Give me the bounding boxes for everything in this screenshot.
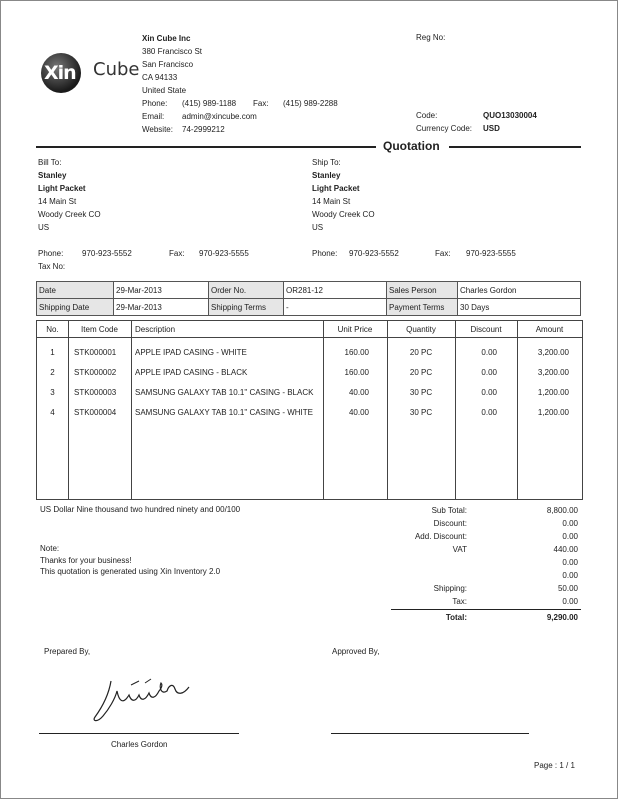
note-line-2: This quotation is generated using Xin Inventory 2.0: [40, 567, 221, 576]
page-number: Page : 1 / 1: [534, 761, 575, 770]
order-no-value: OR281-12: [284, 282, 387, 299]
header-description: Description: [135, 325, 176, 334]
ship-to-company: Light Packet: [312, 184, 360, 193]
document-title: Quotation: [383, 139, 440, 153]
signature-image: [89, 661, 199, 727]
add-discount-value: 0.00: [562, 532, 578, 541]
approved-signature-line: [331, 733, 529, 734]
row-item-code: STK000001: [74, 348, 117, 357]
row-no: 4: [50, 408, 55, 417]
header-unit-price: Unit Price: [337, 325, 373, 334]
amount-in-words: US Dollar Nine thousand two hundred ninety and 00/100: [40, 505, 241, 514]
row-discount: 0.00: [481, 388, 497, 397]
row-unit-price: 160.00: [344, 348, 369, 357]
ship-to-line-3: US: [312, 223, 324, 232]
ship-phone: 970-923-5552: [349, 249, 399, 258]
row-amount: 1,200.00: [537, 388, 569, 397]
title-rule-left: [36, 146, 376, 148]
prepared-signature-line: [39, 733, 239, 734]
total-value: 9,290.00: [546, 613, 578, 622]
extra-charge-1: 0.00: [562, 558, 578, 567]
add-discount-label: Add. Discount:: [414, 532, 467, 541]
row-description: SAMSUNG GALAXY TAB 10.1" CASING - BLACK: [135, 388, 314, 397]
header-no: No.: [46, 325, 59, 334]
header-quantity: Quantity: [406, 325, 436, 334]
bill-to-line-1: 14 Main St: [38, 197, 77, 206]
sales-person-value: Charles Gordon: [458, 282, 581, 299]
bill-to-name: Stanley: [38, 171, 67, 180]
row-item-code: STK000004: [74, 408, 117, 417]
table-row: [37, 368, 582, 380]
company-address-1: 380 Francisco St: [142, 47, 203, 56]
row-discount: 0.00: [481, 368, 497, 377]
header-amount: Amount: [535, 325, 564, 334]
company-website: 74-2999212: [182, 125, 225, 134]
date-value: 29-Mar-2013: [114, 282, 209, 299]
ship-to-line-2: Woody Creek CO: [312, 210, 375, 219]
tax-label: Tax:: [452, 597, 467, 606]
header-item-code: Item Code: [81, 325, 118, 334]
extra-charge-2: 0.00: [562, 571, 578, 580]
company-email: admin@xincube.com: [182, 112, 257, 121]
subtotal-value: 8,800.00: [546, 506, 578, 515]
total-label: Total:: [445, 613, 467, 622]
code-label: Code:: [416, 111, 438, 120]
table-row: [37, 388, 582, 400]
shipping-terms-value: -: [284, 299, 387, 316]
company-phone: (415) 989-1188: [182, 99, 237, 108]
bill-fax-label: Fax:: [169, 249, 185, 258]
bill-phone-label: Phone:: [38, 249, 64, 258]
row-item-code: STK000002: [74, 368, 117, 377]
row-quantity: 20 PC: [409, 368, 433, 377]
shipping-date-value: 29-Mar-2013: [114, 299, 209, 316]
ship-to-line-1: 14 Main St: [312, 197, 351, 206]
company-logo: [41, 53, 81, 93]
currency-label: Currency Code:: [416, 124, 473, 133]
order-no-label: Order No.: [209, 282, 284, 299]
discount-label: Discount:: [433, 519, 467, 528]
row-no: 2: [50, 368, 55, 377]
reg-no-label: Reg No:: [416, 33, 446, 42]
company-address-3: CA 94133: [142, 73, 178, 82]
logo-word: Cube: [93, 59, 140, 80]
row-unit-price: 40.00: [348, 388, 369, 397]
note-label: Note:: [40, 544, 60, 553]
tax-value: 0.00: [562, 597, 578, 606]
header-discount: Discount: [470, 325, 502, 334]
note-line-1: Thanks for your business!: [40, 556, 132, 565]
bill-fax: 970-923-5555: [199, 249, 249, 258]
company-address-4: United State: [142, 86, 187, 95]
row-amount: 1,200.00: [537, 408, 569, 417]
shipping-label: Shipping:: [433, 584, 467, 593]
company-fax-label: Fax:: [253, 99, 269, 108]
discount-value: 0.00: [562, 519, 578, 528]
ship-to-name: Stanley: [312, 171, 341, 180]
header-divider: [37, 337, 582, 338]
date-label: Date: [37, 282, 114, 299]
company-phone-label: Phone:: [142, 99, 168, 108]
code-value: QUO13030004: [483, 111, 537, 120]
company-name: Xin Cube Inc: [142, 34, 191, 43]
table-row: [37, 348, 582, 360]
ship-fax: 970-923-5555: [466, 249, 516, 258]
table-row: [37, 408, 582, 420]
row-unit-price: 40.00: [348, 408, 369, 417]
company-website-label: Website:: [142, 125, 173, 134]
subtotal-label: Sub Total:: [431, 506, 467, 515]
shipping-value: 50.00: [557, 584, 578, 593]
company-address-2: San Francisco: [142, 60, 194, 69]
row-description: APPLE IPAD CASING - WHITE: [135, 348, 247, 357]
row-description: SAMSUNG GALAXY TAB 10.1" CASING - WHITE: [135, 408, 313, 417]
bill-to-label: Bill To:: [38, 158, 62, 167]
items-table: [36, 320, 583, 500]
row-no: 1: [50, 348, 55, 357]
ship-to-label: Ship To:: [312, 158, 341, 167]
row-item-code: STK000003: [74, 388, 117, 397]
currency-value: USD: [483, 124, 500, 133]
payment-terms-label: Payment Terms: [387, 299, 458, 316]
approved-by-label: Approved By,: [332, 647, 380, 656]
bill-phone: 970-923-5552: [82, 249, 132, 258]
row-unit-price: 160.00: [344, 368, 369, 377]
company-fax: (415) 989-2288: [283, 99, 338, 108]
tax-no-label: Tax No:: [38, 262, 66, 271]
bill-to-line-3: US: [38, 223, 50, 232]
shipping-terms-label: Shipping Terms: [209, 299, 284, 316]
row-discount: 0.00: [481, 348, 497, 357]
sales-person-label: Sales Person: [387, 282, 458, 299]
row-description: APPLE IPAD CASING - BLACK: [135, 368, 248, 377]
row-amount: 3,200.00: [537, 348, 569, 357]
ship-phone-label: Phone:: [312, 249, 338, 258]
shipping-date-label: Shipping Date: [37, 299, 114, 316]
row-amount: 3,200.00: [537, 368, 569, 377]
row-discount: 0.00: [481, 408, 497, 417]
order-info-table: [36, 281, 581, 316]
totals-divider: [391, 609, 581, 610]
title-rule-right: [449, 146, 581, 148]
bill-to-company: Light Packet: [38, 184, 86, 193]
bill-to-line-2: Woody Creek CO: [38, 210, 101, 219]
row-no: 3: [50, 388, 55, 397]
payment-terms-value: 30 Days: [458, 299, 581, 316]
row-quantity: 30 PC: [409, 388, 433, 397]
row-quantity: 30 PC: [409, 408, 433, 417]
prepared-by-name: Charles Gordon: [111, 740, 168, 749]
ship-fax-label: Fax:: [435, 249, 451, 258]
company-email-label: Email:: [142, 112, 165, 121]
prepared-by-label: Prepared By,: [44, 647, 91, 656]
vat-value: 440.00: [553, 545, 578, 554]
row-quantity: 20 PC: [409, 348, 433, 357]
vat-label: VAT: [452, 545, 467, 554]
logo-text: Xin: [44, 62, 76, 84]
